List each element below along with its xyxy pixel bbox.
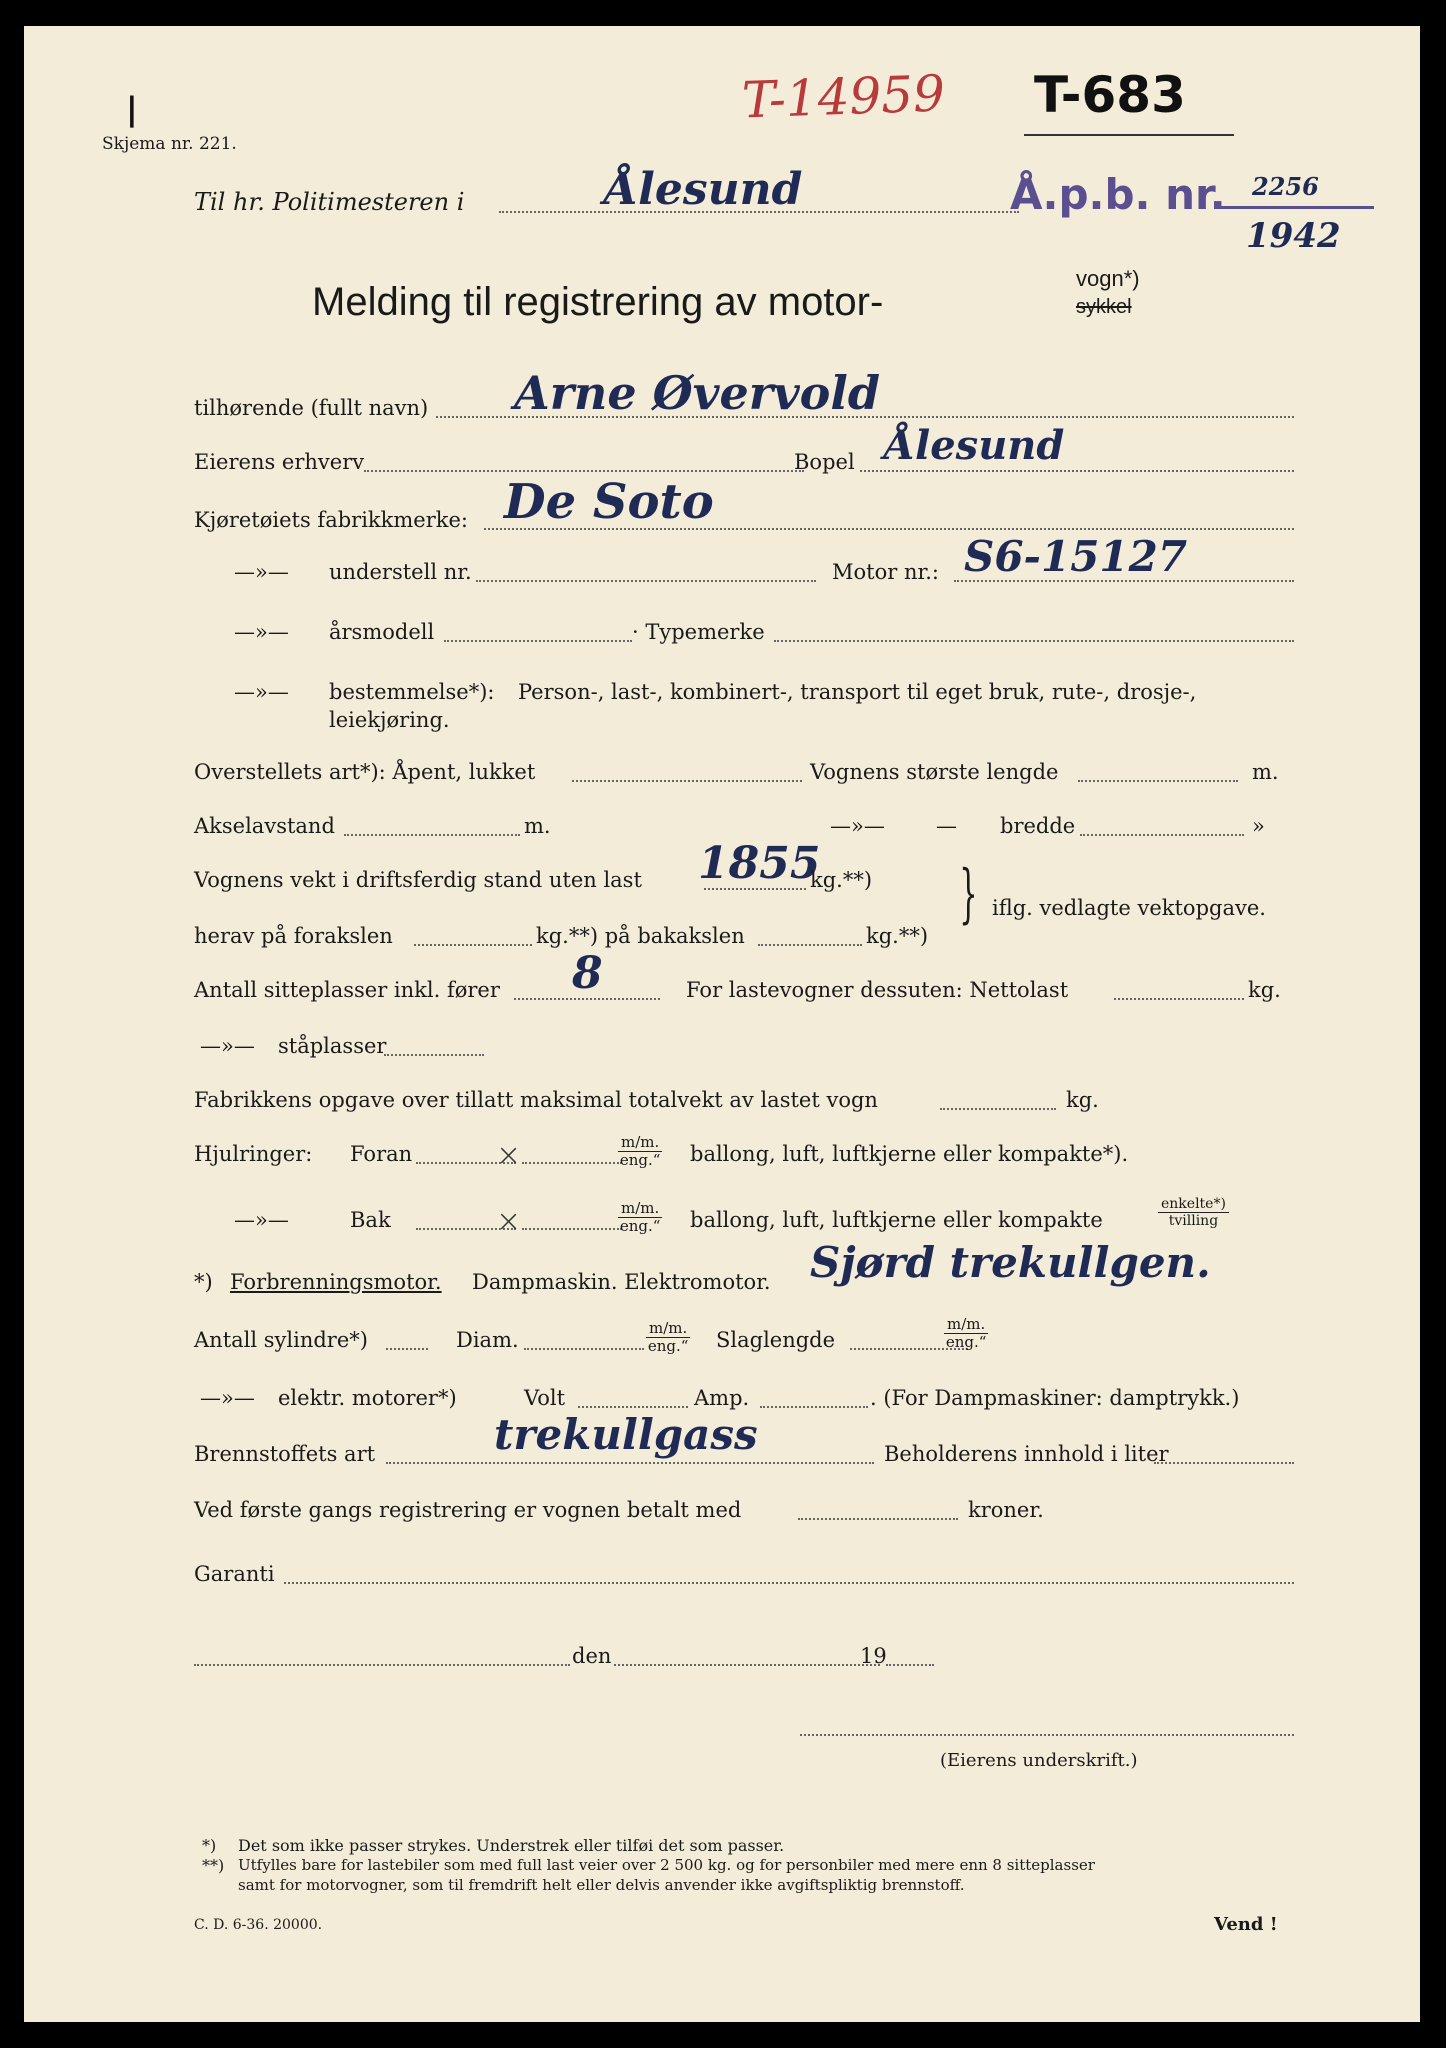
weight-brace: } <box>959 857 978 931</box>
body-type-dotline <box>572 780 802 782</box>
date-dotline <box>614 1664 880 1666</box>
wheelbase-dotline <box>344 834 520 836</box>
tires-single-double: enkelte*) tvilling <box>1158 1196 1229 1229</box>
type-dotline <box>774 640 1294 642</box>
length-dotline <box>1078 780 1238 782</box>
margin-mark: | <box>126 90 138 128</box>
diameter-dotline <box>524 1348 644 1350</box>
apb-line <box>1214 206 1374 209</box>
make-value: De Soto <box>504 474 714 530</box>
diameter-unit: m/m. eng.“ <box>647 1319 689 1356</box>
fuel-label: Brennstoffets art <box>194 1442 376 1466</box>
make-label: Kjøretøiets fabrikkmerke: <box>194 508 468 532</box>
volt-label: Volt <box>524 1386 566 1410</box>
red-reference-note: T-14959 <box>741 64 946 130</box>
tires-rear-times: × <box>496 1204 522 1239</box>
ditto-rear: —»— <box>234 1208 289 1232</box>
tires-rear-unit: m/m. eng.“ <box>619 1199 661 1236</box>
seats-value: 8 <box>572 948 603 999</box>
cargo-label: For lastevogner dessuten: Nettolast <box>686 978 1069 1002</box>
tires-front-times: × <box>496 1138 522 1173</box>
til-politimester-value: Ålesund <box>604 164 803 215</box>
residence-label: Bopel <box>794 450 855 474</box>
guarantee-dotline <box>284 1582 1294 1584</box>
rear-axle-label: kg.**) på bakakslen <box>536 924 745 948</box>
tires-rear-label: Bak <box>350 1208 391 1232</box>
registration-form <box>24 26 1420 2022</box>
front-axle-dotline <box>414 944 532 946</box>
tank-dotline <box>1154 1462 1294 1464</box>
standing-label: ståplasser <box>278 1034 387 1058</box>
paid-dotline <box>798 1518 958 1520</box>
guarantee-label: Garanti <box>194 1562 275 1586</box>
paid-label: Ved første gangs registrering er vognen betalt med <box>194 1498 742 1522</box>
seats-label: Antall sitteplasser inkl. fører <box>194 978 500 1002</box>
front-axle-label: herav på forakslen <box>194 924 393 948</box>
steam-label: . (For Dampmaskiner: damptrykk.) <box>870 1386 1240 1410</box>
rear-axle-dotline <box>758 944 862 946</box>
chassis-label: understell nr. <box>329 560 472 584</box>
owner-label: tilhørende (fullt navn) <box>194 396 429 420</box>
year-dotline <box>886 1664 934 1666</box>
purpose-options-cont: leiekjøring. <box>329 708 450 732</box>
date-year-prefix: 19 <box>860 1644 887 1668</box>
volt-dotline <box>578 1406 688 1408</box>
engine-star: *) <box>194 1270 213 1294</box>
ditto-chassis: —»— <box>234 560 289 584</box>
year-dotline <box>444 640 632 642</box>
ditto-year: —»— <box>234 620 289 644</box>
tires-front-dotline-2 <box>522 1162 622 1164</box>
length-unit: m. <box>1252 760 1279 784</box>
width-dash: — <box>936 814 957 838</box>
body-type-label: Overstellets art*): Åpent, lukket <box>194 760 536 784</box>
weight-unit: kg.**) <box>810 868 873 892</box>
form-title: Melding til registrering av motor- <box>312 280 884 324</box>
purpose-label: bestemmelse*): <box>329 680 495 704</box>
apb-value: 2256 <box>1252 172 1319 201</box>
length-label: Vognens største lengde <box>810 760 1059 784</box>
width-quote: » <box>1252 814 1265 838</box>
ditto-width: —»— <box>830 814 885 838</box>
place-dotline <box>194 1664 570 1666</box>
standing-dotline <box>384 1054 484 1056</box>
occupation-label: Eierens erhverv <box>194 450 365 474</box>
apb-year: 1942 <box>1246 216 1341 256</box>
motor-value: S6-15127 <box>964 532 1188 581</box>
wheelbase-label: Akselavstand <box>194 814 335 838</box>
chassis-dotline <box>476 580 816 582</box>
max-weight-label: Fabrikkens opgave over tillatt maksimal totalvekt av lastet vogn <box>194 1088 878 1112</box>
tires-front-types: ballong, luft, luftkjerne eller kompakte*). <box>690 1142 1129 1166</box>
cylinders-dotline <box>386 1348 428 1350</box>
tires-label: Hjulringer: <box>194 1142 313 1166</box>
turn-over-note: Vend ! <box>1214 1914 1278 1935</box>
engine-combustion: Forbrenningsmotor. <box>230 1270 442 1294</box>
max-weight-dotline <box>940 1108 1056 1110</box>
diameter-label: Diam. <box>456 1328 519 1352</box>
year-label: årsmodell <box>329 620 435 644</box>
motor-label: Motor nr.: <box>832 560 939 584</box>
stroke-unit: m/m. eng.“ <box>945 1315 987 1352</box>
top-reference-number: T-683 <box>1034 66 1186 124</box>
ditto-electric: —»— <box>200 1386 255 1410</box>
amp-label: Amp. <box>694 1386 750 1410</box>
purpose-options: Person-, last-, kombinert-, transport til eget bruk, rute-, drosje-, <box>518 680 1197 704</box>
footnote-2-line1: Utfylles bare for lastebiler som med full last veier over 2 500 kg. og for personbiler med mere enn 8 sitteplasser <box>238 1856 1095 1874</box>
title-vogn: vogn*) <box>1076 266 1140 291</box>
tires-rear-types: ballong, luft, luftkjerne eller kompakte <box>690 1208 1103 1232</box>
tires-front-unit: m/m. eng.“ <box>619 1133 661 1170</box>
top-reference-underline <box>1024 134 1234 136</box>
weight-reference-label: iflg. vedlagte vektopgave. <box>992 896 1266 920</box>
rear-axle-unit: kg.**) <box>866 924 929 948</box>
til-politimester-label: Til hr. Politimesteren i <box>194 188 465 216</box>
wheelbase-unit: m. <box>524 814 551 838</box>
print-code: C. D. 6-36. 20000. <box>194 1917 323 1933</box>
engine-other-types: Dampmaskin. Elektromotor. <box>472 1270 771 1294</box>
width-dotline <box>1080 834 1244 836</box>
tank-label: Beholderens innhold i liter <box>884 1442 1169 1466</box>
footnote-1: Det som ikke passer strykes. Understrek eller tilføi det som passer. <box>238 1836 785 1855</box>
electric-motors-label: elektr. motorer*) <box>278 1386 457 1410</box>
ditto-purpose: —»— <box>234 680 289 704</box>
weight-label: Vognens vekt i driftsferdig stand uten last <box>194 868 642 892</box>
signature-label: (Eierens underskrift.) <box>940 1750 1138 1771</box>
fuel-dotline <box>386 1462 874 1464</box>
apb-stamp: Å.p.b. nr. <box>1010 170 1226 219</box>
owner-value: Arne Øvervold <box>514 366 881 420</box>
title-sykkel-struck: sykkel <box>1076 296 1132 318</box>
max-weight-unit: kg. <box>1066 1088 1099 1112</box>
cargo-dotline <box>1114 998 1244 1000</box>
type-label: · Typemerke <box>632 620 765 644</box>
residence-value: Ålesund <box>884 422 1065 469</box>
schema-number: Skjema nr. 221. <box>102 134 237 154</box>
tires-front-label: Foran <box>350 1142 413 1166</box>
cylinders-label: Antall sylindre*) <box>194 1328 368 1352</box>
residence-dotline <box>860 470 1294 472</box>
amp-dotline <box>760 1406 868 1408</box>
occupation-dotline <box>364 470 804 472</box>
footnote-2-line2: samt for motorvogner, som til fremdrift helt eller delvis anvender ikke avgiftspliktig brennstoff. <box>238 1876 965 1894</box>
engine-handwritten: Sjørd trekullgen. <box>810 1238 1211 1287</box>
tires-rear-dotline-2 <box>522 1228 622 1230</box>
paid-currency: kroner. <box>968 1498 1044 1522</box>
fuel-value: trekullgass <box>494 1410 758 1459</box>
footnote-2-mark: **) <box>202 1856 225 1875</box>
footnote-1-mark: *) <box>202 1836 217 1855</box>
ditto-standing: —»— <box>200 1034 255 1058</box>
signature-dotline <box>800 1734 1294 1736</box>
width-label: bredde <box>1000 814 1076 838</box>
cargo-unit: kg. <box>1248 978 1281 1002</box>
date-den-label: den <box>572 1644 612 1668</box>
weight-value: 1855 <box>698 838 821 889</box>
stroke-label: Slaglengde <box>716 1328 836 1352</box>
